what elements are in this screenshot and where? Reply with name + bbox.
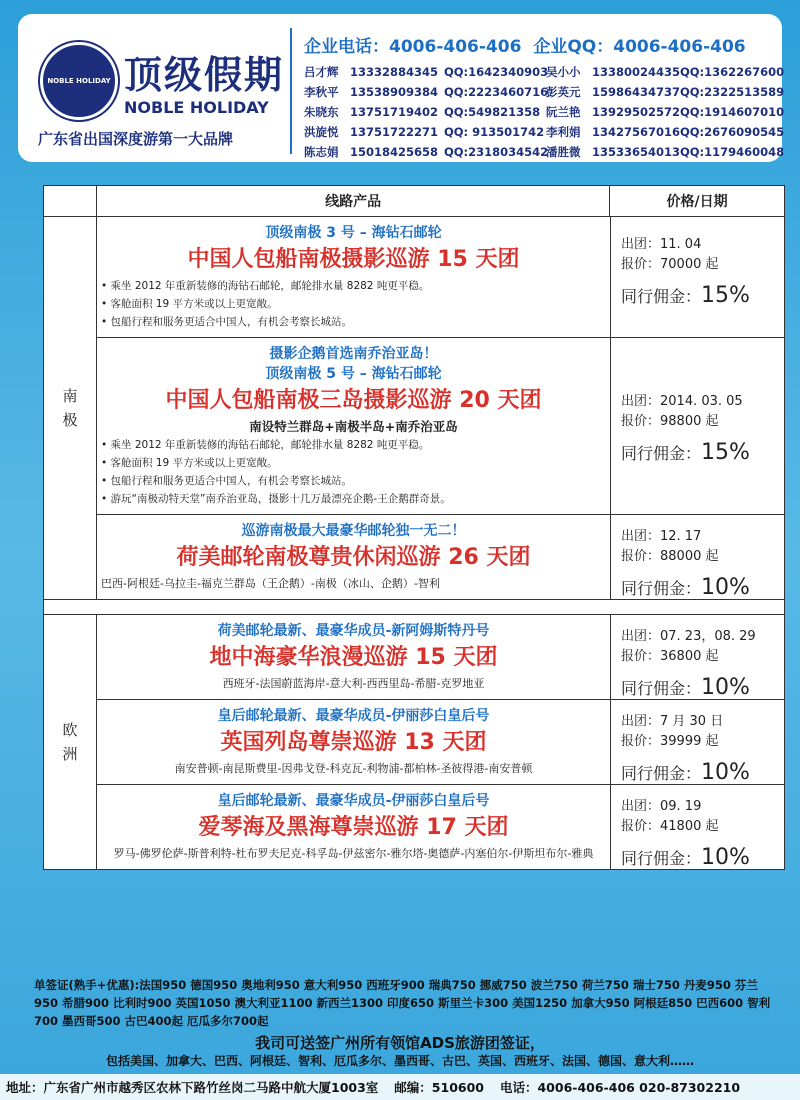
commission (621, 440, 784, 465)
price-price: 报价：70000 起 (621, 257, 719, 272)
contact-phone2: 13929502572 (592, 105, 681, 119)
product-bullet: • 游玩“南极动特天堂”南乔治亚岛，摄影十几万最漂亮企鹅-王企鹅群奇景。 (101, 493, 451, 505)
contact-name2: 吴小小 (546, 65, 581, 79)
contact-phone: 13751719402 (350, 105, 439, 119)
contact-name2: 彭英元 (546, 85, 581, 99)
price-depart: 出团：09. 19 (621, 799, 702, 814)
col-price-header: 价格/日期 (666, 194, 728, 210)
commission-value: 10% (701, 575, 750, 600)
product-row (97, 338, 784, 515)
product-subtitle: 皇后邮轮最新、最豪华成员-伊丽莎白皇后号 (217, 793, 490, 809)
product-info (97, 338, 611, 514)
contact-qq: QQ:549821358 (444, 105, 541, 119)
price-info (611, 515, 784, 599)
section (44, 217, 784, 599)
price-depart: 出团：2014. 03. 05 (621, 394, 743, 409)
contact-name: 李秋平 (304, 85, 339, 99)
contact-phone2: 13380024435 (592, 65, 681, 79)
product-route: 罗马-佛罗伦萨-斯普利特-杜布罗夫尼克-科孚岛-伊兹密尔-雅尔塔-奥德萨-内塞伯尔-伊斯坦布尔-雅典 (113, 847, 594, 860)
section-label: 南 极 (44, 217, 97, 599)
product-bullet: • 乘坐 2012 年重新装修的海钻石邮轮，邮轮排水量 8282 吨更平稳。 (101, 280, 430, 292)
commission (621, 845, 784, 870)
price-depart: 出团：12. 17 (621, 529, 702, 544)
contact-row (304, 62, 785, 82)
price-price: 报价：41800 起 (621, 819, 719, 834)
product-row (97, 515, 784, 599)
contact-phone: 13751722271 (350, 125, 439, 139)
product-row (97, 217, 784, 338)
brand-slogan: 广东省出国深度游第一大品牌 (38, 130, 234, 148)
contact-name: 陈志娟 (304, 145, 339, 159)
brand-name-cn: 顶级假期 (124, 52, 285, 97)
footer (0, 1074, 800, 1100)
contact-qq2: QQ:1179460048 (680, 145, 785, 159)
product-title: 英国列岛尊崇巡游 13 天团 (220, 730, 487, 755)
contact-name2: 阮兰艳 (546, 105, 581, 119)
contact-qq2: QQ:2676090545 (680, 125, 785, 139)
commission-value: 15% (701, 283, 750, 308)
product-bullet: • 客舱面积 19 平方米或以上更宽敞。 (101, 298, 278, 310)
contact-name2: 潘胜微 (546, 145, 581, 159)
logo (32, 24, 290, 154)
contact-phone: 13332884345 (350, 65, 439, 79)
product-bullet: • 包船行程和服务更适合中国人，有机会考察长城站。 (101, 475, 353, 487)
product-table (43, 185, 785, 870)
product-bullet: • 乘坐 2012 年重新装修的海钻石邮轮，邮轮排水量 8282 吨更平稳。 (101, 439, 430, 451)
commission (621, 675, 784, 700)
contact-qq2: QQ:1914607010 (680, 105, 785, 119)
product-info (97, 515, 611, 599)
contact-phone: 15018425658 (350, 145, 439, 159)
price-info (611, 785, 784, 869)
contact-name: 朱晓东 (304, 105, 339, 119)
product-title: 荷美邮轮南极尊贵休闲巡游 26 天团 (176, 545, 531, 570)
product-route: 南设特兰群岛+南极半岛+南乔治亚岛 (249, 419, 458, 434)
product-info (97, 615, 611, 699)
contact-qq: QQ:1642340903 (444, 65, 549, 79)
contact-name2: 李利娟 (546, 125, 581, 139)
contact-phone2: 13533654013 (592, 145, 681, 159)
contact-phone2: 15986434737 (592, 85, 681, 99)
contact-qq2: QQ:1362267600 (680, 65, 785, 79)
price-info (611, 615, 784, 699)
price-price: 报价：36800 起 (621, 649, 719, 664)
contact-phone2: 13427567016 (592, 125, 681, 139)
visa-prices: 单签证(熟手+优惠):法国950 德国950 奥地利950 意大利950 西班牙900 瑞典750 挪威750 波兰750 荷兰750 瑞士750 丹麦950 芬兰950 希腊900 比利时900 英国1050 澳大利亚1100 新西兰1300 印度650 斯里兰卡300 美国1250 加拿大950 阿根廷850 巴西600 智利700 墨西哥500 古巴400起 厄瓜多尔700起 (34, 978, 771, 1028)
price-depart: 出团：11. 04 (621, 237, 702, 252)
commission-label: 同行佣金： (621, 849, 702, 868)
product-title: 爱琴海及黑海尊崇巡游 17 天团 (198, 815, 509, 840)
visa-country-list: 包括美国、加拿大、巴西、阿根廷、智利、厄瓜多尔、墨西哥、古巴、英国、西班牙、法国、德国、意大利…… (105, 1054, 694, 1068)
price-price: 报价：98800 起 (621, 414, 719, 429)
product-route: 巴西-阿根廷-乌拉圭-福克兰群岛（王企鹅）-南极（冰山、企鹅）-智利 (101, 577, 440, 590)
price-price: 报价：39999 起 (621, 734, 719, 749)
contact-name: 洪旋悦 (304, 125, 339, 139)
footer-address: 地址：广东省广州市越秀区农林下路竹丝岗二马路中航大厦1003室 (6, 1080, 379, 1095)
contact-qq: QQ:2223460716 (444, 85, 549, 99)
commission (621, 283, 784, 308)
section-gap (44, 599, 784, 614)
footer-postcode: 邮编：510600 (394, 1080, 484, 1095)
contact-name: 吕才辉 (304, 65, 339, 79)
contact-row (304, 102, 785, 122)
price-depart: 出团：07. 23，08. 29 (621, 629, 756, 644)
logo-seal-icon: NOBLE HOLIDAY (40, 42, 118, 120)
contact-qq2: QQ:2322513589 (680, 85, 785, 99)
contact-qq: QQ:2318034542 (444, 145, 549, 159)
product-info (97, 785, 611, 869)
contact-phone: 13538909384 (350, 85, 439, 99)
product-title: 地中海豪华浪漫巡游 15 天团 (209, 645, 498, 670)
product-row (97, 700, 784, 785)
header (18, 14, 785, 162)
price-info (611, 700, 784, 784)
product-title: 中国人包船南极三岛摄影巡游 20 天团 (165, 388, 542, 413)
price-info (611, 338, 784, 514)
section (44, 614, 784, 869)
product-subtitle: 荷美邮轮最新、最豪华成员-新阿姆斯特丹号 (217, 623, 490, 639)
product-subtitle: 摄影企鹅首选南乔治亚岛！ (269, 346, 438, 362)
product-subtitle: 皇后邮轮最新、最豪华成员-伊丽莎白皇后号 (217, 708, 490, 724)
table-header (44, 186, 784, 217)
product-subtitle: 巡游南极最大最豪华邮轮独一无二！ (241, 523, 466, 539)
product-route: 西班牙-法国蔚蓝海岸-意大利-西西里岛-希腊-克罗地亚 (222, 677, 485, 690)
commission-label: 同行佣金： (621, 287, 702, 306)
product-bullet: • 客舱面积 19 平方米或以上更宽敞。 (101, 457, 278, 469)
commission-label: 同行佣金： (621, 764, 702, 783)
product-bullet: • 包船行程和服务更适合中国人，有机会考察长城站。 (101, 316, 353, 328)
col-route-header: 线路产品 (97, 186, 610, 216)
price-info (611, 217, 784, 337)
product-route: 南安普顿-南昆斯费里-因弗戈登-科克瓦-利物浦-都柏林-圣彼得港-南安普顿 (174, 762, 533, 775)
visa-title: 我司可送签广州所有领馆ADS旅游团签证， (255, 1034, 545, 1052)
contact-row (304, 122, 785, 142)
commission (621, 575, 784, 600)
contact-list (304, 62, 785, 162)
footer-phone: 电话：4006-406-406 020-87302210 (499, 1080, 741, 1095)
contact-qq: QQ: 913501742 (444, 125, 545, 139)
product-row (97, 785, 784, 869)
commission-label: 同行佣金： (621, 679, 702, 698)
hotline: 企业电话：4006-406-406 企业QQ：4006-406-406 (304, 37, 746, 57)
divider (290, 28, 292, 154)
product-title: 中国人包船南极摄影巡游 15 天团 (187, 247, 520, 272)
price-depart: 出团：7 月 30 日 (621, 714, 724, 729)
contact-row (304, 142, 785, 162)
commission-value: 10% (701, 675, 750, 700)
product-info (97, 217, 611, 337)
commission (621, 760, 784, 785)
commission-value: 15% (701, 440, 750, 465)
product-subtitle: 顶级南极 3 号 – 海钻石邮轮 (265, 225, 442, 241)
contact-row (304, 82, 785, 102)
price-price: 报价：88000 起 (621, 549, 719, 564)
product-row (97, 615, 784, 700)
product-info (97, 700, 611, 784)
commission-label: 同行佣金： (621, 444, 702, 463)
commission-value: 10% (701, 845, 750, 870)
commission-label: 同行佣金： (621, 579, 702, 598)
section-label: 欧 洲 (44, 615, 97, 869)
brand-name-en: NOBLE HOLIDAY (124, 98, 269, 117)
commission-value: 10% (701, 760, 750, 785)
product-subtitle: 顶级南极 5 号 – 海钻石邮轮 (265, 366, 442, 382)
